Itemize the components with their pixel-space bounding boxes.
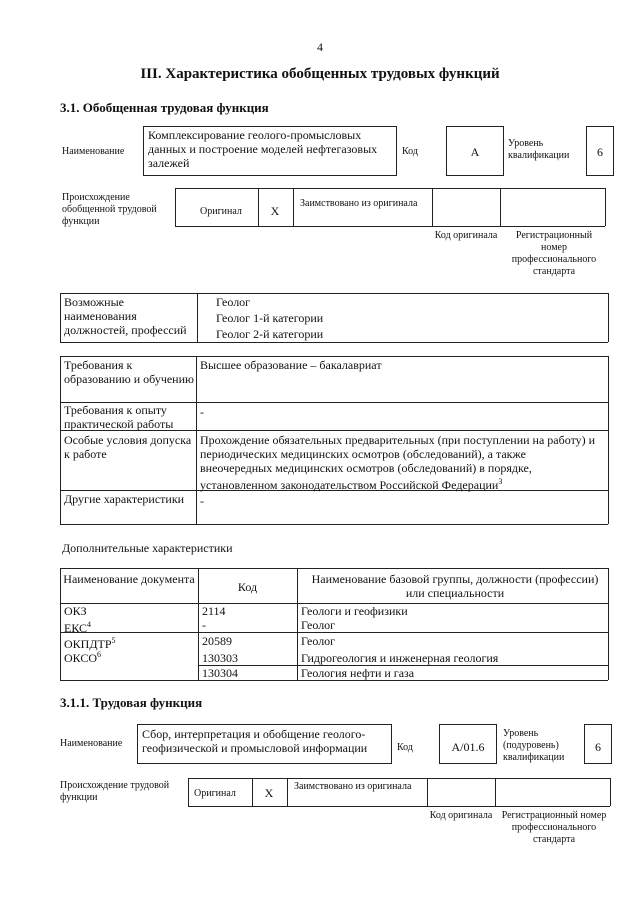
s31-original-mark: X bbox=[270, 204, 280, 218]
row-doc: ОКПДТР$^5$ bbox=[64, 636, 116, 651]
s311-name-value: Сбор, интерпретация и обобщение геолого-геофизической и промысловой информации bbox=[142, 727, 368, 755]
positions-label: Возможные наименования должностей, профессий bbox=[64, 295, 187, 337]
s311-code-label: Код bbox=[397, 742, 413, 753]
other-value: - bbox=[200, 494, 204, 508]
s31-name-label: Наименование bbox=[62, 146, 125, 157]
col-header-document: Наименование документа bbox=[63, 572, 195, 586]
s31-original-label: Оригинал bbox=[200, 206, 242, 217]
s31-borrowed-label: Заимствовано из оригинала bbox=[300, 198, 418, 209]
s31-reg-num-caption: Регистрационный номер профессионального стандарта bbox=[511, 230, 597, 277]
special-value: Прохождение обязательных предварительных (при поступлении на работу) и периодических медицинских осмотров (обследований), а также внеочередных медицинских осмотров (обследований) в порядке, установленном законодательством Российской Федерации$^3$ bbox=[200, 433, 596, 492]
section-title: III. Характеристика обобщенных трудовых функций bbox=[140, 66, 500, 82]
edu-value: Высшее образование – бакалавриат bbox=[200, 358, 382, 372]
page-number: 4 bbox=[317, 40, 323, 54]
position-3: Геолог 2-й категории bbox=[216, 327, 324, 341]
s311-reg-num-caption: Регистрационный номер профессионального стандарта bbox=[501, 810, 607, 845]
s311-level-value: 6 bbox=[595, 740, 601, 754]
position-2: Геолог 1-й категории bbox=[216, 311, 324, 325]
s311-heading: 3.1.1. Трудовая функция bbox=[60, 695, 203, 710]
row-name: Гидрогеология и инженерная геология bbox=[301, 651, 499, 665]
s31-code-value: A bbox=[470, 145, 480, 159]
s31-level-label: Уровень квалификации bbox=[508, 138, 570, 161]
position-1: Геолог bbox=[216, 295, 251, 309]
s311-level-label: Уровень (подуровень) квалификации bbox=[503, 728, 565, 763]
additional-title: Дополнительные характеристики bbox=[62, 541, 233, 555]
row-doc: ЕКС$^4$ bbox=[64, 620, 92, 635]
footnote-3: 3 bbox=[498, 477, 503, 486]
s311-code-orig-caption: Код оригинала bbox=[429, 810, 493, 821]
s31-origin-label: Происхождение обобщенной трудовой функции bbox=[62, 192, 157, 227]
s311-code-value: A/01.6 bbox=[451, 740, 485, 754]
row-name: Геологи и геофизики bbox=[301, 604, 408, 618]
row-code: 20589 bbox=[202, 634, 232, 648]
exp-label: Требования к опыту практической работы bbox=[64, 403, 174, 431]
s31-name-value: Комплексирование геолого-промысловых данных и построение моделей нефтегазовых залежей bbox=[148, 128, 378, 170]
row-code: 130304 bbox=[202, 666, 238, 680]
s31-code-orig-caption: Код оригинала bbox=[434, 230, 498, 241]
edu-label: Требования к образованию и обучению bbox=[64, 358, 194, 386]
other-label: Другие характеристики bbox=[64, 492, 185, 506]
col-header-code: Код bbox=[237, 580, 258, 594]
special-label: Особые условия допуска к работе bbox=[64, 433, 192, 461]
row-code: 130303 bbox=[202, 651, 238, 665]
row-name: Геолог bbox=[301, 634, 336, 648]
exp-value: - bbox=[200, 405, 204, 419]
s31-heading: 3.1. Обобщенная трудовая функция bbox=[60, 100, 269, 115]
s31-level-value: 6 bbox=[597, 145, 603, 159]
s31-code-label: Код bbox=[402, 146, 418, 157]
row-name: Геология нефти и газа bbox=[301, 666, 415, 680]
col-header-group: Наименование базовой группы, должности (профессии) или специальности bbox=[311, 572, 599, 600]
s311-name-label: Наименование bbox=[60, 738, 123, 749]
row-doc: ОКСО$^6$ bbox=[64, 650, 102, 665]
s311-borrowed-label: Заимствовано из оригинала bbox=[294, 781, 412, 792]
s311-original-label: Оригинал bbox=[194, 788, 236, 799]
row-name: Геолог bbox=[301, 618, 336, 632]
row-code: 2114 bbox=[202, 604, 226, 618]
s311-origin-label: Происхождение трудовой функции bbox=[60, 780, 170, 803]
row-doc: ОКЗ bbox=[64, 604, 87, 618]
s311-original-mark: X bbox=[264, 786, 274, 800]
row-code: - bbox=[202, 618, 206, 632]
